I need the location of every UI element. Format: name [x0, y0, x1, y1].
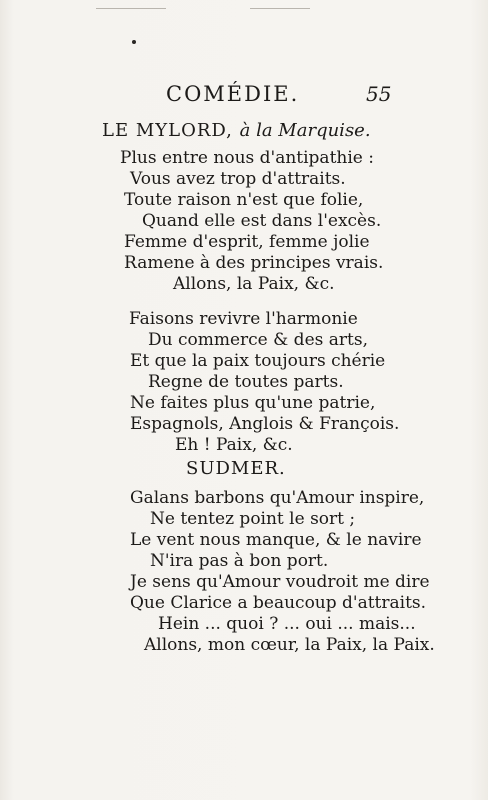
top-edge-mark — [96, 8, 166, 9]
verse-line: Quand elle est dans l'excès. — [142, 211, 382, 231]
verse-line: Espagnols, Anglois & François. — [130, 414, 400, 434]
verse-line: Plus entre nous d'antipathie : — [120, 148, 374, 168]
ink-dot — [132, 40, 136, 44]
speaker-name: LE MYLORD, — [102, 120, 233, 141]
verse-line: Vous avez trop d'attraits. — [130, 169, 346, 189]
page-number: 55 — [366, 82, 392, 106]
verse-line: Du commerce & des arts, — [148, 330, 368, 350]
verse-line: N'ira pas à bon port. — [150, 551, 329, 571]
verse-line: Ne tentez point le sort ; — [150, 509, 356, 529]
verse-line: Et que la paix toujours chérie — [130, 351, 386, 371]
speaker-name: SUDMER. — [186, 458, 286, 479]
top-edge-mark — [250, 8, 310, 9]
verse-line: Hein ... quoi ? ... oui ... mais... — [158, 614, 416, 634]
verse-line: Femme d'esprit, femme jolie — [124, 232, 370, 252]
verse-line: Ne faites plus qu'une patrie, — [130, 393, 376, 413]
stage-direction: à la Marquise. — [239, 120, 371, 141]
verse-line: Ramene à des principes vrais. — [124, 253, 384, 273]
verse-line: Galans barbons qu'Amour inspire, — [130, 488, 425, 508]
verse-line: Regne de toutes parts. — [148, 372, 344, 392]
verse-line: Je sens qu'Amour voudroit me dire — [130, 572, 430, 592]
verse-line: Que Clarice a beaucoup d'attraits. — [130, 593, 427, 613]
running-header-title: COMÉDIE. — [166, 82, 300, 106]
verse-line: Faisons revivre l'harmonie — [129, 309, 358, 329]
verse-line: Toute raison n'est que folie, — [124, 190, 364, 210]
verse-line: Allons, la Paix, &c. — [173, 274, 335, 294]
speaker-heading — [186, 458, 286, 479]
speaker-heading — [102, 120, 371, 141]
verse-line: Eh ! Paix, &c. — [175, 435, 293, 455]
verse-line: Le vent nous manque, & le navire — [130, 530, 422, 550]
verse-line: Allons, mon cœur, la Paix, la Paix. — [144, 635, 435, 655]
